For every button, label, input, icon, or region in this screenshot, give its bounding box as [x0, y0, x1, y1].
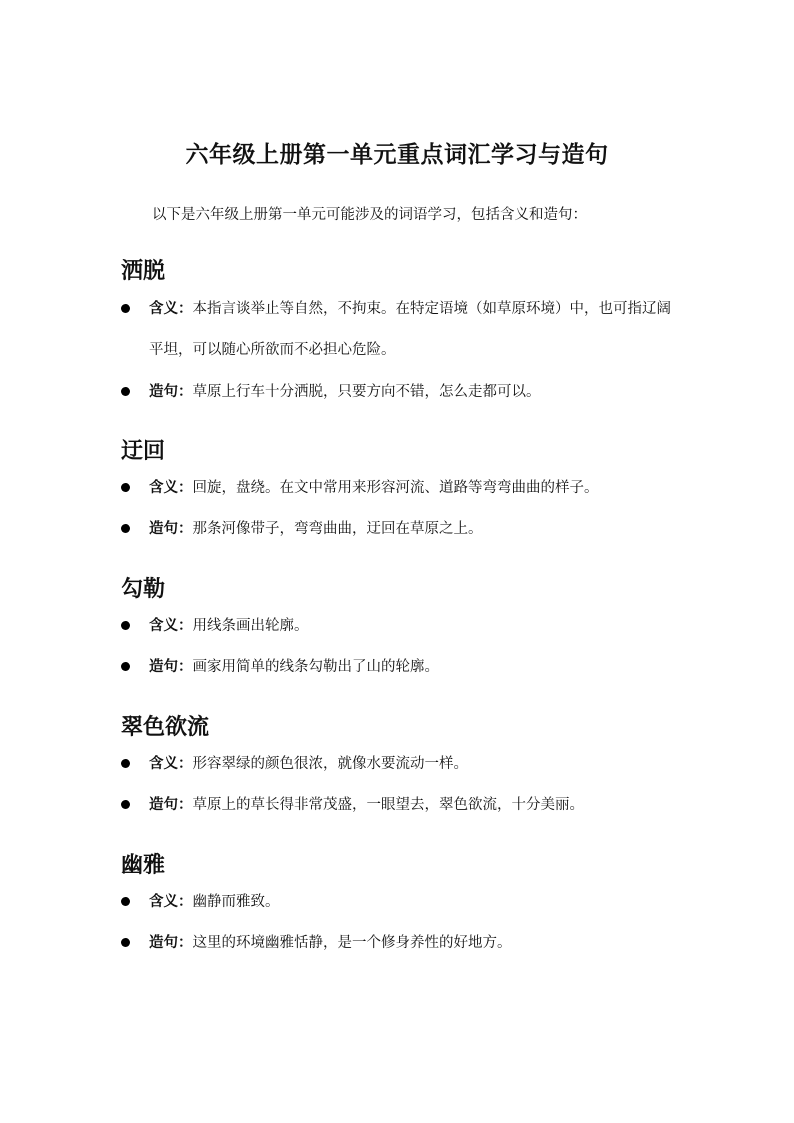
meaning-label: 含义: [149, 301, 178, 317]
meaning-text: 回旋，盘绕。在文中常用来形容河流、道路等弯弯曲曲的样子。: [192, 480, 599, 496]
label-colon: ：: [178, 301, 193, 317]
sentence-label: 造句: [149, 935, 178, 951]
sentence-item: [121, 923, 681, 964]
bullet-icon: [121, 304, 130, 313]
sentence-label: 造句: [149, 384, 178, 400]
meaning-label: 含义: [149, 480, 178, 496]
word-heading: 翠色欲流: [121, 715, 210, 740]
word-heading: 幽雅: [121, 853, 166, 878]
word-heading: 迂回: [121, 439, 166, 464]
page-title: 六年级上册第一单元重点词汇学习与造句: [185, 142, 609, 168]
label-colon: ：: [178, 618, 193, 634]
sentence-text: 草原上行车十分洒脱，只要方向不错，怎么走都可以。: [192, 384, 541, 400]
label-colon: ：: [178, 935, 193, 951]
bullet-icon: [121, 759, 130, 768]
sentence-item: [121, 785, 681, 826]
sentence-text: 那条河像带子，弯弯曲曲，迂回在草原之上。: [192, 521, 483, 537]
meaning-item: [121, 606, 681, 647]
label-colon: ：: [178, 894, 193, 910]
meaning-label: 含义: [149, 894, 178, 910]
word-heading: 勾勒: [121, 577, 166, 602]
sentence-item: [121, 372, 681, 413]
meaning-item: [121, 289, 681, 371]
label-colon: ：: [178, 480, 193, 496]
bullet-icon: [121, 897, 130, 906]
bullet-icon: [121, 938, 130, 947]
meaning-label: 含义: [149, 618, 178, 634]
meaning-label: 含义: [149, 756, 178, 772]
sentence-text: 草原上的草长得非常茂盛，一眼望去，翠色欲流，十分美丽。: [192, 797, 584, 813]
meaning-text: 形容翠绿的颜色很浓，就像水要流动一样。: [192, 756, 468, 772]
sentence-label: 造句: [149, 521, 178, 537]
bullet-icon: [121, 800, 130, 809]
label-colon: ：: [178, 384, 193, 400]
bullet-icon: [121, 387, 130, 396]
meaning-text: 本指言谈举止等自然，不拘束。在特定语境（如草原环境）中，也可指辽阔平坦，可以随心所欲而不必担心危险。: [149, 301, 671, 358]
meaning-item: [121, 468, 681, 509]
meaning-text: 幽静而雅致。: [192, 894, 280, 910]
meaning-text: 用线条画出轮廓。: [192, 618, 309, 634]
bullet-icon: [121, 621, 130, 630]
bullet-icon: [121, 662, 130, 671]
meaning-item: [121, 882, 681, 923]
label-colon: ：: [178, 797, 193, 813]
sentence-item: [121, 509, 681, 550]
intro-paragraph: 以下是六年级上册第一单元可能涉及的词语学习，包括含义和造句：: [152, 207, 587, 223]
sentence-text: 这里的环境幽雅恬静，是一个修身养性的好地方。: [192, 935, 512, 951]
label-colon: ：: [178, 521, 193, 537]
label-colon: ：: [178, 659, 193, 675]
label-colon: ：: [178, 756, 193, 772]
bullet-icon: [121, 524, 130, 533]
sentence-label: 造句: [149, 659, 178, 675]
sentence-text: 画家用简单的线条勾勒出了山的轮廓。: [192, 659, 439, 675]
meaning-item: [121, 744, 681, 785]
sentence-label: 造句: [149, 797, 178, 813]
word-heading: 洒脱: [121, 259, 166, 284]
sentence-item: [121, 647, 681, 688]
bullet-icon: [121, 483, 130, 492]
